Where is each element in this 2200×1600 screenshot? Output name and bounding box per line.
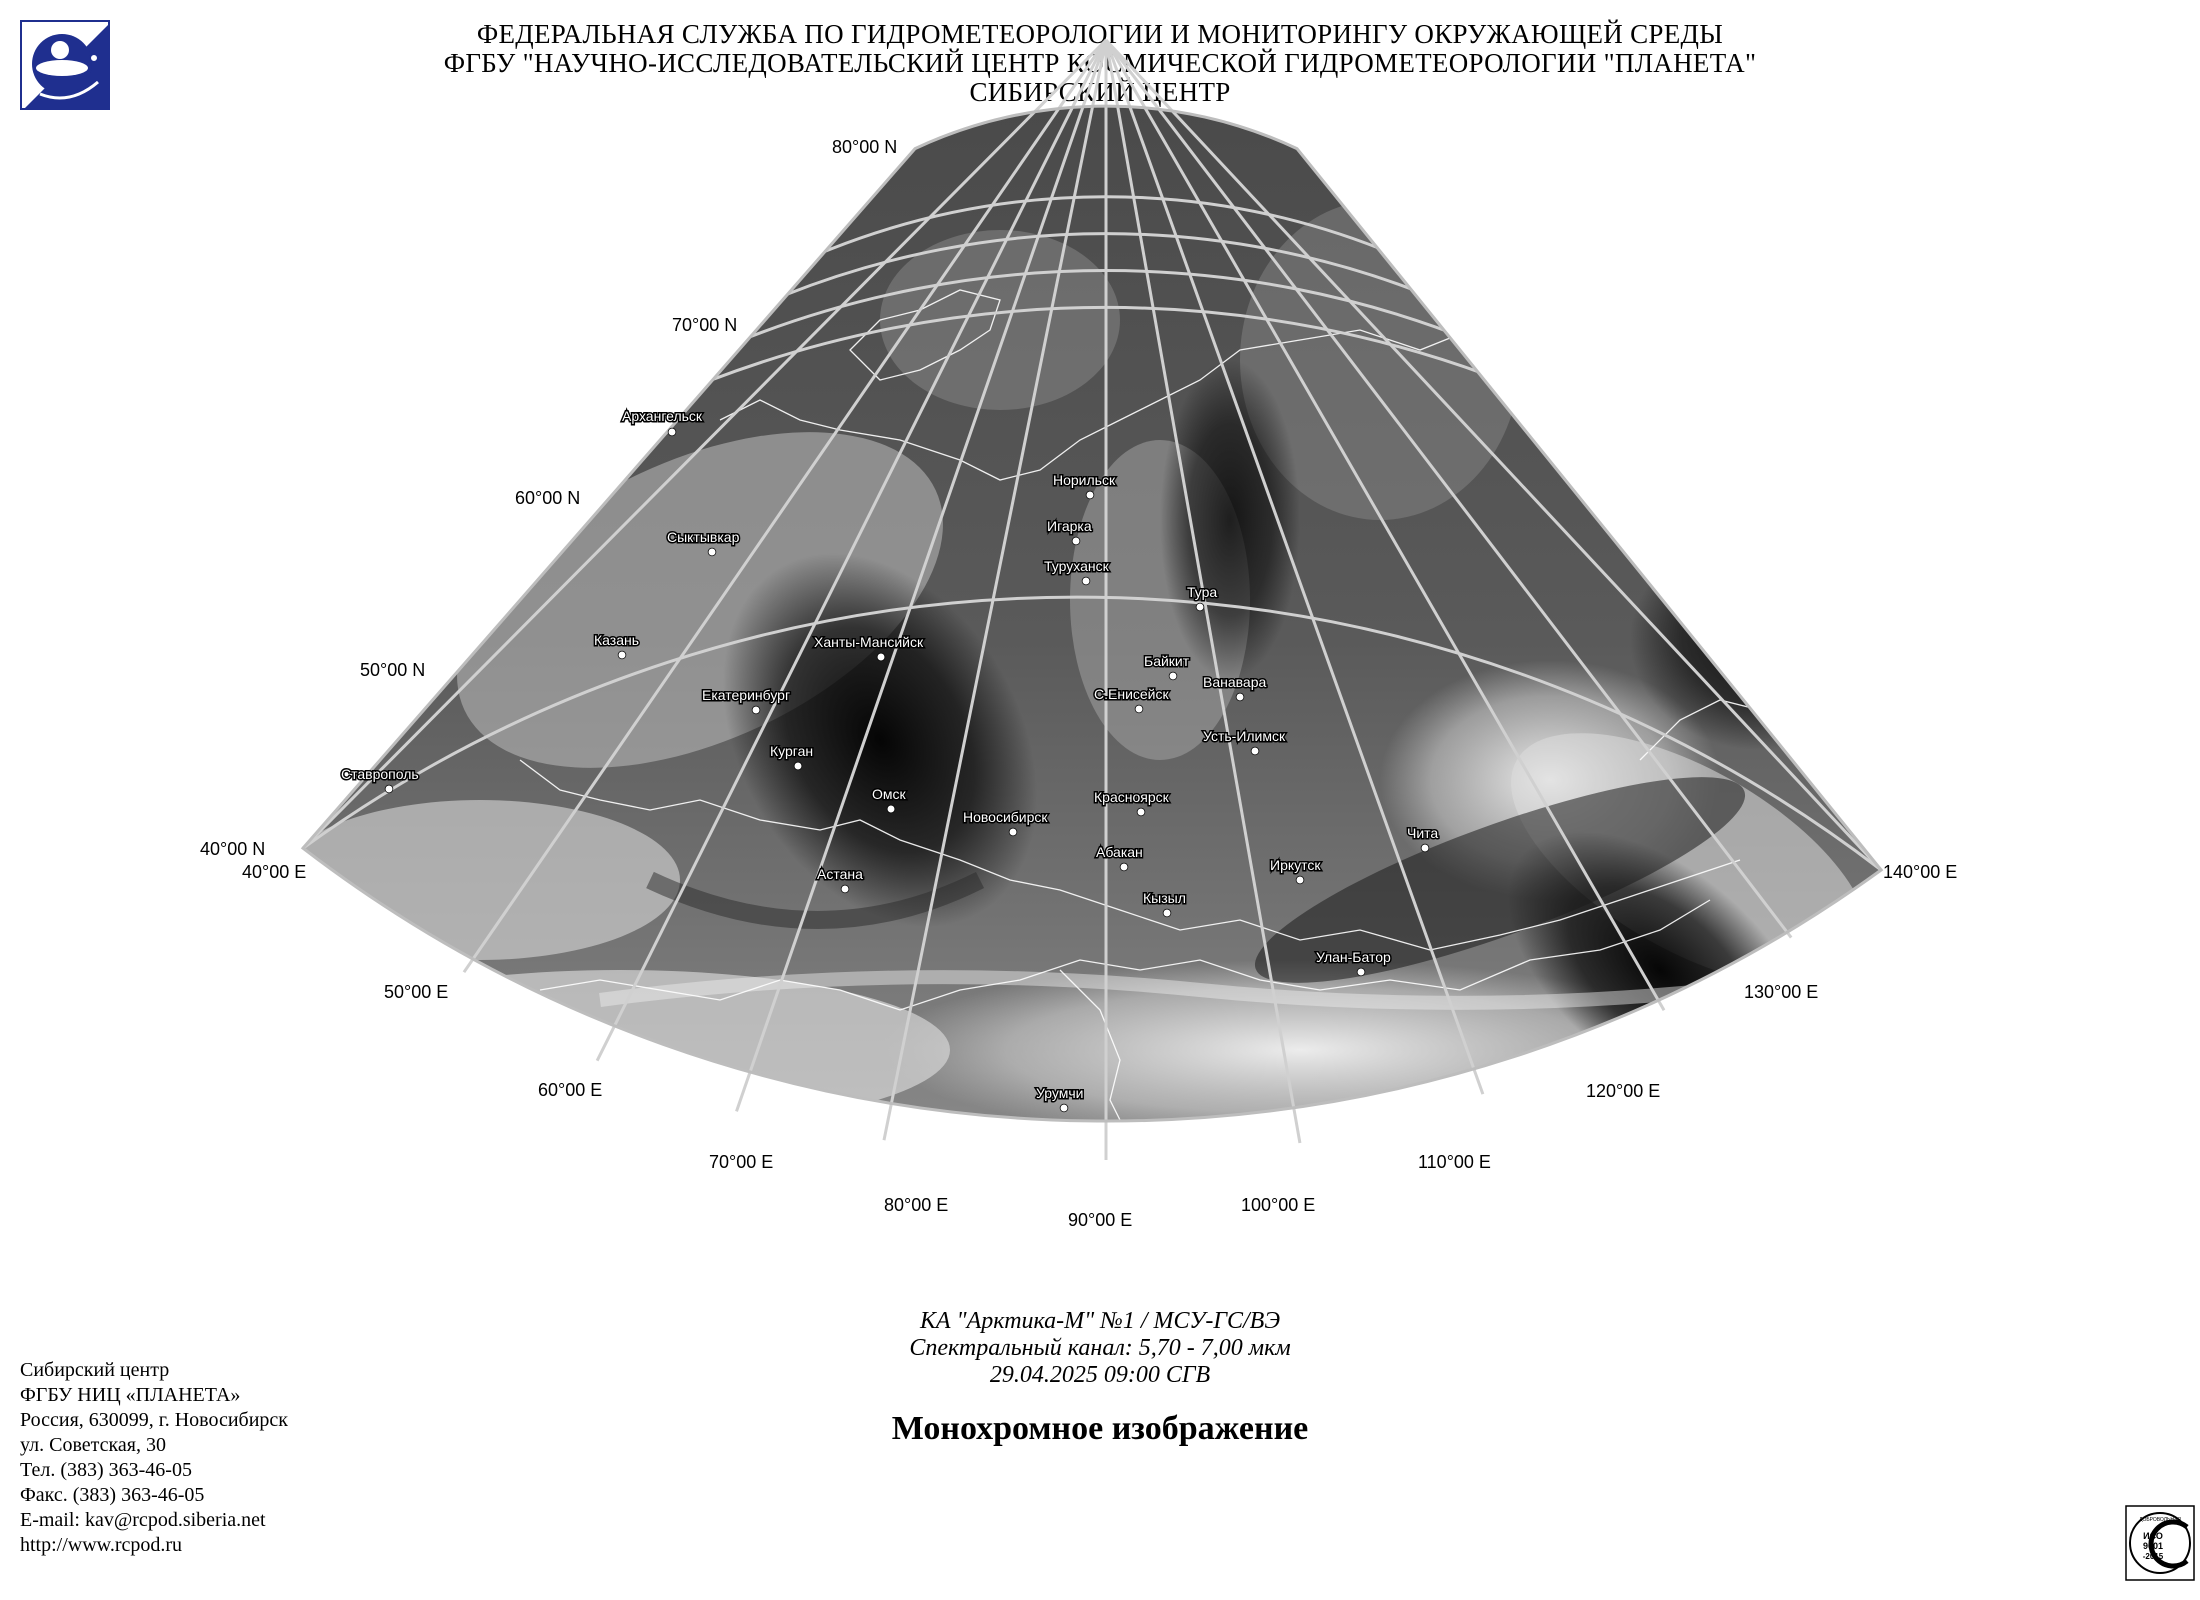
svg-text:Ванавара: Ванавара (1203, 674, 1267, 690)
lon-label-110: 110°00 E (1418, 1152, 1491, 1172)
svg-text:Усть-Илимск: Усть-Илимск (1203, 728, 1286, 744)
contact-line: ул. Советская, 30 (20, 1434, 166, 1456)
header-line-1: ФЕДЕРАЛЬНАЯ СЛУЖБА ПО ГИДРОМЕТЕОРОЛОГИИ И МОНИТОРИНГУ ОКРУЖАЮЩЕЙ СРЕДЫ (476, 19, 1724, 49)
svg-text:Новосибирск: Новосибирск (963, 809, 1048, 825)
lon-label-120: 120°00 E (1586, 1081, 1661, 1101)
svg-text:Казань: Казань (594, 632, 640, 648)
svg-text:Байкит: Байкит (1144, 653, 1190, 669)
satellite-name: КА "Арктика-М" №1 / МСУ-ГС/ВЭ (919, 1308, 1281, 1334)
svg-text:С.Енисейск: С.Енисейск (1094, 686, 1169, 702)
svg-text:Улан-Батор: Улан-Батор (1316, 949, 1391, 965)
contact-line: Сибирский центр (20, 1359, 170, 1381)
svg-text:-2015: -2015 (2142, 1552, 2164, 1561)
svg-text:Абакан: Абакан (1096, 844, 1143, 860)
svg-text:9001: 9001 (2142, 1541, 2164, 1551)
contact-phone: Тел. (383) 363-46-05 (20, 1459, 192, 1481)
svg-text:Архангельск: Архангельск (622, 408, 703, 424)
lon-label-130: 130°00 E (1744, 982, 1819, 1002)
svg-text:Екатеринбург: Екатеринбург (702, 687, 791, 703)
header-line-3: СИБИРСКИЙ ЦЕНТР (969, 77, 1231, 107)
svg-text:ДОБРОВОЛЬНАЯ: ДОБРОВОЛЬНАЯ (2139, 1517, 2181, 1523)
lat-label-60: 60°00 N (515, 488, 581, 508)
lat-label-50: 50°00 N (360, 660, 426, 680)
lon-label-70: 70°00 E (709, 1152, 774, 1172)
svg-text:Туруханск: Туруханск (1044, 558, 1109, 574)
lon-label-50: 50°00 E (384, 982, 449, 1002)
header-line-2: ФГБУ "НАУЧНО-ИССЛЕДОВАТЕЛЬСКИЙ ЦЕНТР КОСМИЧЕСКОЙ ГИДРОМЕТЕОРОЛОГИИ "ПЛАНЕТА" (443, 48, 1757, 78)
svg-text:Норильск: Норильск (1053, 472, 1116, 488)
svg-text:Урумчи: Урумчи (1036, 1085, 1084, 1101)
svg-text:Красноярск: Красноярск (1094, 789, 1169, 805)
image-datetime: 29.04.2025 09:00 СГВ (989, 1362, 1211, 1388)
svg-text:Игарка: Игарка (1047, 518, 1092, 534)
contact-info (20, 1358, 288, 1558)
svg-text:Сыктывкар: Сыктывкар (667, 529, 740, 545)
svg-text:Ставрополь: Ставрополь (341, 766, 419, 782)
svg-text:ИСО: ИСО (2143, 1531, 2163, 1541)
contact-website: http://www.rcpod.ru (20, 1534, 183, 1556)
svg-text:Астана: Астана (817, 866, 863, 882)
svg-text:Чита: Чита (1407, 825, 1439, 841)
lat-label-40: 40°00 N (200, 839, 266, 859)
contact-email: E-mail: kav@rcpod.siberia.net (20, 1509, 266, 1531)
lat-label-70: 70°00 N (672, 315, 738, 335)
contact-line: ФГБУ НИЦ «ПЛАНЕТА» (20, 1384, 241, 1406)
lon-label-60: 60°00 E (538, 1080, 603, 1100)
lon-label-90: 90°00 E (1068, 1210, 1133, 1230)
svg-text:Омск: Омск (872, 786, 906, 802)
spectral-channel: Спектральный канал: 5,70 - 7,00 мкм (909, 1335, 1291, 1361)
lat-label-80: 80°00 N (832, 137, 898, 157)
lon-label-140: 140°00 E (1883, 862, 1958, 882)
image-type-title: Монохромное изображение (891, 1410, 1309, 1447)
iso-certification-badge-icon (2125, 1505, 2195, 1581)
contact-line: Россия, 630099, г. Новосибирск (20, 1409, 289, 1431)
lon-label-40: 40°00 E (242, 862, 307, 882)
contact-fax: Факс. (383) 363-46-05 (20, 1484, 205, 1506)
svg-text:Иркутск: Иркутск (1270, 857, 1321, 873)
svg-text:Ханты-Мансийск: Ханты-Мансийск (814, 634, 924, 650)
lon-label-100: 100°00 E (1241, 1195, 1316, 1215)
image-caption (700, 1308, 1500, 1389)
svg-text:Кызыл: Кызыл (1143, 890, 1186, 906)
svg-text:Курган: Курган (770, 743, 814, 759)
lon-label-80: 80°00 E (884, 1195, 949, 1215)
svg-text:Тура: Тура (1187, 584, 1218, 600)
